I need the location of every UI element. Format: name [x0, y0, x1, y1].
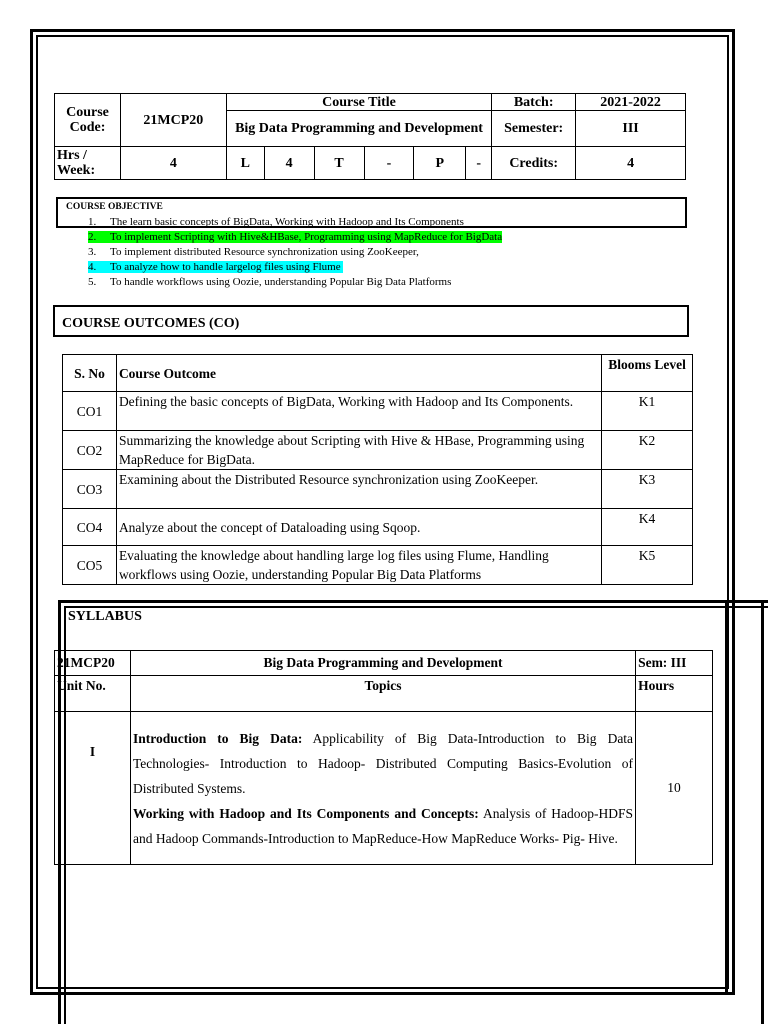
table-row [55, 712, 713, 865]
unit-hours: 10 [636, 712, 713, 865]
outcomes-table [62, 354, 693, 585]
syllabus-title: SYLLABUS [68, 609, 142, 624]
table-row: CO2 Summarizing the knowledge about Scripting with Hive & HBase, Programming using MapReduce for BigData. K2 [63, 431, 693, 470]
credits-value: 4 [576, 147, 686, 180]
outcomes-header-outcome: Course Outcome [116, 355, 601, 392]
course-title: Big Data Programming and Development [226, 111, 491, 147]
batch-value: 2021-2022 [576, 94, 686, 111]
batch-label: Batch: [492, 94, 576, 111]
objective-item [88, 230, 502, 245]
table-row: CO3 Examining about the Distributed Resource synchronization using ZooKeeper. K3 [63, 470, 693, 509]
objective-item: 1. The learn basic concepts of BigData, Working with Hadoop and Its Components [88, 216, 464, 228]
unit-header: Unit No. [55, 676, 131, 712]
hrs-value: 4 [120, 147, 226, 180]
objective-item [88, 260, 502, 275]
course-code: 21MCP20 [120, 94, 226, 147]
t-value: - [364, 147, 414, 180]
course-code-label: Course Code: [55, 94, 121, 147]
hours-header: Hours [636, 676, 713, 712]
objective-item: 3. To implement distributed Resource synchronization using ZooKeeper, [88, 246, 419, 258]
hrs-label: Hrs / Week: [55, 147, 121, 180]
unit-number: I [55, 712, 131, 865]
outcomes-header-blooms: Blooms Level [602, 355, 693, 392]
syllabus-course: Big Data Programming and Development [130, 651, 635, 676]
p-value: - [466, 147, 492, 180]
syllabus-table [54, 650, 713, 865]
syllabus-sem: Sem: III [636, 651, 713, 676]
syllabus-code: 21MCP20 [55, 651, 131, 676]
table-row: CO1 Defining the basic concepts of BigData, Working with Hadoop and Its Components. K1 [63, 392, 693, 431]
objective-highlight-cyan: 4. To analyze how to handle largelog files using Flume [88, 261, 343, 273]
credits-label: Credits: [492, 147, 576, 180]
table-row: CO5 Evaluating the knowledge about handling large log files using Flume, Handling workflows using Oozie, understanding Popular Big Data Platforms K5 [63, 546, 693, 585]
semester-value: III [576, 111, 686, 147]
border-right-line [761, 600, 764, 1024]
semester-label: Semester: [492, 111, 576, 147]
l-label: L [226, 147, 264, 180]
border-overlap-line [725, 600, 728, 995]
objective-item: 5. To handle workflows using Oozie, understanding Popular Big Data Platforms [88, 276, 452, 288]
t-label: T [314, 147, 364, 180]
p-label: P [414, 147, 466, 180]
outcomes-title: COURSE OUTCOMES (CO) [53, 305, 689, 337]
course-title-label: Course Title [226, 94, 491, 111]
outcomes-header-sno: S. No [63, 355, 117, 392]
unit-topics: Introduction to Big Data: Applicability of Big Data-Introduction to Big Data Technologies- Introduction to Hadoop- Distributed Computing Basics-Evolution of Distributed Systems. Working with Hadoop and Its Components and Concepts: Analysis of Hadoop-HDFS and Hadoop Commands-Introduction to MapReduce-How MapReduce Works- Pig- Hive. [130, 712, 635, 865]
topics-header: Topics [130, 676, 635, 712]
objective-highlight-green: 2. To implement Scripting with Hive&HBase, Programming using MapReduce for BigData [88, 231, 503, 243]
table-row: CO4 Analyze about the concept of Dataloading using Sqoop. K4 [63, 509, 693, 546]
objective-list [88, 215, 502, 290]
l-value: 4 [264, 147, 314, 180]
objective-title: COURSE OBJECTIVE [66, 202, 163, 212]
course-header-table [54, 93, 686, 180]
